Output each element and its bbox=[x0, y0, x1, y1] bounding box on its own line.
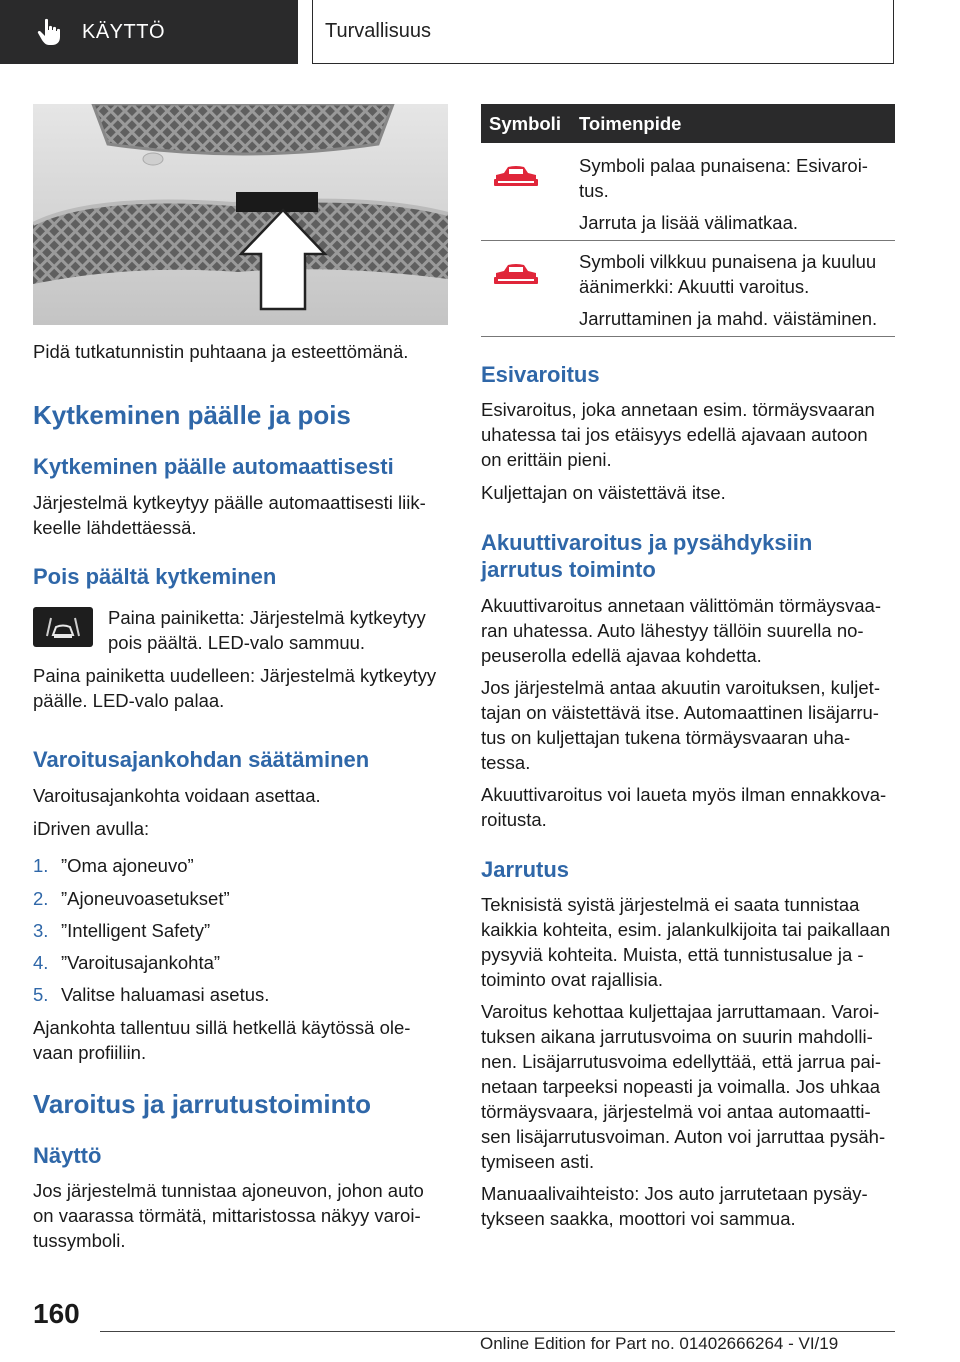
heading-acute-1: Akuuttivaroitus ja pysähdyksiin bbox=[481, 530, 813, 555]
list-text: Valitse haluamasi asetus. bbox=[61, 984, 270, 1005]
row2-text-3: Jarruttaminen ja mahd. väistäminen. bbox=[579, 308, 878, 329]
list-number: 1. bbox=[33, 855, 49, 876]
col-action-header: Toimenpide bbox=[579, 113, 682, 134]
section-header bbox=[312, 0, 894, 64]
brake-text-4: toiminto ovat rajallisia. bbox=[481, 969, 663, 990]
off-text-2: pois päältä. LED-valo sammuu. bbox=[108, 632, 366, 653]
brake-text-12: Manuaalivaihteisto: Jos auto jarrutetaan pysäy- bbox=[481, 1183, 868, 1204]
heading-switch-off: Pois päältä kytkeminen bbox=[33, 564, 277, 589]
heading-pre-warning: Esivaroitus bbox=[481, 362, 600, 387]
list-number: 5. bbox=[33, 984, 49, 1005]
display-text-2: on vaarassa törmätä, mittaristossa näkyy varoi- bbox=[33, 1205, 421, 1226]
brake-text-9: törmäysvaara, järjestelmä voi antaa automaatti- bbox=[481, 1101, 871, 1122]
bumper-illustration bbox=[33, 104, 448, 325]
chapter-label: KÄYTTÖ bbox=[82, 20, 166, 43]
pre-text-4: Kuljettajan on väistettävä itse. bbox=[481, 482, 726, 503]
brake-text-3: pysyviä kohteita. Muista, että tunnistusalue ja - bbox=[481, 944, 864, 965]
row1-text-2: tus. bbox=[579, 180, 609, 201]
acute-text-8: Akuuttivaroitus voi laueta myös ilman ennakkova- bbox=[481, 784, 887, 805]
heading-auto-on: Kytkeminen päälle automaattisesti bbox=[33, 454, 394, 479]
list-number: 2. bbox=[33, 888, 49, 909]
row2-text-1: Symboli vilkkuu punaisena ja kuuluu bbox=[579, 251, 877, 272]
photo-caption: Pidä tutkatunnistin puhtaana ja esteettömänä. bbox=[33, 341, 409, 362]
acute-text-1: Akuuttivaroitus annetaan välittömän törmäysvaa- bbox=[481, 595, 882, 616]
table-divider bbox=[481, 240, 895, 241]
display-text-1: Jos järjestelmä tunnistaa ajoneuvon, johon auto bbox=[33, 1180, 424, 1201]
page-number: 160 bbox=[33, 1298, 80, 1329]
brake-text-10: sen lisäjarrutusvoiman. Auton voi jarruttaa pysäh- bbox=[481, 1126, 886, 1147]
list-number: 3. bbox=[33, 920, 49, 941]
hand-pointer-icon bbox=[34, 16, 66, 48]
row1-text-1: Symboli palaa punaisena: Esivaroi- bbox=[579, 155, 868, 176]
radar-sensor-photo bbox=[33, 104, 448, 325]
pre-text-2: uhatessa tai jos etäisyys edellä ajavaan autoon bbox=[481, 424, 868, 445]
brake-text-6: tuksen aikana jarrutusvoima on suurin mahdolli- bbox=[481, 1026, 873, 1047]
idrive-text: iDriven avulla: bbox=[33, 818, 150, 839]
row1-text-3: Jarruta ja lisää välimatkaa. bbox=[579, 212, 799, 233]
brake-text-8: netaan tarpeeksi nopeasti ja voimalla. Jos uhkaa bbox=[481, 1076, 881, 1097]
acute-text-7: tessa. bbox=[481, 752, 531, 773]
heading-warning-timing: Varoitusajankohdan säätäminen bbox=[33, 747, 370, 772]
acute-text-4: Jos järjestelmä antaa akuutin varoituksen, kuljet- bbox=[481, 677, 880, 698]
chapter-tab bbox=[0, 0, 298, 64]
off-text-1: Paina painiketta: Järjestelmä kytkeytyy bbox=[108, 607, 426, 628]
saved-text-1: Ajankohta tallentuu sillä hetkellä käytössä ole- bbox=[33, 1017, 411, 1038]
brake-text-2: kaikkia kohteita, esim. jalankulkijoita tai paikallaan bbox=[481, 919, 891, 940]
row2-text-2: äänimerkki: Akuutti varoitus. bbox=[579, 276, 810, 297]
heading-warning-braking: Varoitus ja jarrutustoiminto bbox=[33, 1089, 372, 1119]
again-text-1: Paina painiketta uudelleen: Järjestelmä kytkeytyy bbox=[33, 665, 437, 686]
brake-text-13: tykseen saakka, moottori voi sammua. bbox=[481, 1208, 796, 1229]
heading-display: Näyttö bbox=[33, 1143, 102, 1168]
list-text: ”Oma ajoneuvo” bbox=[61, 855, 194, 876]
acute-text-2: ran uhatessa. Auto lähestyy tällöin suurella no- bbox=[481, 620, 864, 641]
auto-text-2: keelle lähdettäessä. bbox=[33, 517, 197, 538]
again-text-2: päälle. LED-valo palaa. bbox=[33, 690, 225, 711]
list-text: ”Intelligent Safety” bbox=[61, 920, 211, 941]
list-text: ”Ajoneuvoasetukset” bbox=[61, 888, 230, 909]
heading-acute-2: jarrutus toiminto bbox=[481, 557, 656, 582]
brake-text-7: nen. Lisäjarrutusvoima edellyttää, että jarrua pai- bbox=[481, 1051, 882, 1072]
list-text: ”Varoitusajankohta” bbox=[61, 952, 221, 973]
symbol-table-header bbox=[481, 104, 895, 143]
col-symbol-header: Symboli bbox=[489, 113, 561, 134]
heading-switch-on-off: Kytkeminen päälle ja pois bbox=[33, 400, 351, 430]
heading-braking: Jarrutus bbox=[481, 857, 570, 882]
brake-text-1: Teknisistä syistä järjestelmä ei saata tunnistaa bbox=[481, 894, 860, 915]
list-number: 4. bbox=[33, 952, 49, 973]
car-warning-icon bbox=[492, 260, 540, 288]
display-text-3: tussymboli. bbox=[33, 1230, 126, 1251]
pre-text-1: Esivaroitus, joka annetaan esim. törmäysvaaran bbox=[481, 399, 875, 420]
section-title: Turvallisuus bbox=[325, 20, 431, 42]
brake-text-5: Varoitus kehottaa kuljettajaa jarruttamaan. Varoi- bbox=[481, 1001, 880, 1022]
car-warning-icon bbox=[492, 162, 540, 190]
auto-text-1: Järjestelmä kytkeytyy päälle automaattisesti liik- bbox=[33, 492, 426, 513]
acute-text-3: peuserolla edellä ajavaa kohdetta. bbox=[481, 645, 762, 666]
pre-text-3: on erittäin pieni. bbox=[481, 449, 612, 470]
brake-text-11: tymiseen asti. bbox=[481, 1151, 595, 1172]
table-divider bbox=[481, 336, 895, 337]
edition-text: Online Edition for Part no. 01402666264 - VI/19 bbox=[480, 1334, 839, 1353]
acute-text-6: tus on kuljettajan tukena törmäysvaaran uha- bbox=[481, 727, 851, 748]
acute-text-5: tajan on väistettävä itse. Automaattinen lisäjarru- bbox=[481, 702, 879, 723]
acute-text-9: roitusta. bbox=[481, 809, 547, 830]
saved-text-2: vaan profiiliin. bbox=[33, 1042, 147, 1063]
front-assist-button-icon bbox=[33, 607, 93, 647]
timing-text: Varoitusajankohta voidaan asettaa. bbox=[33, 785, 321, 806]
footer-divider bbox=[100, 1331, 895, 1332]
